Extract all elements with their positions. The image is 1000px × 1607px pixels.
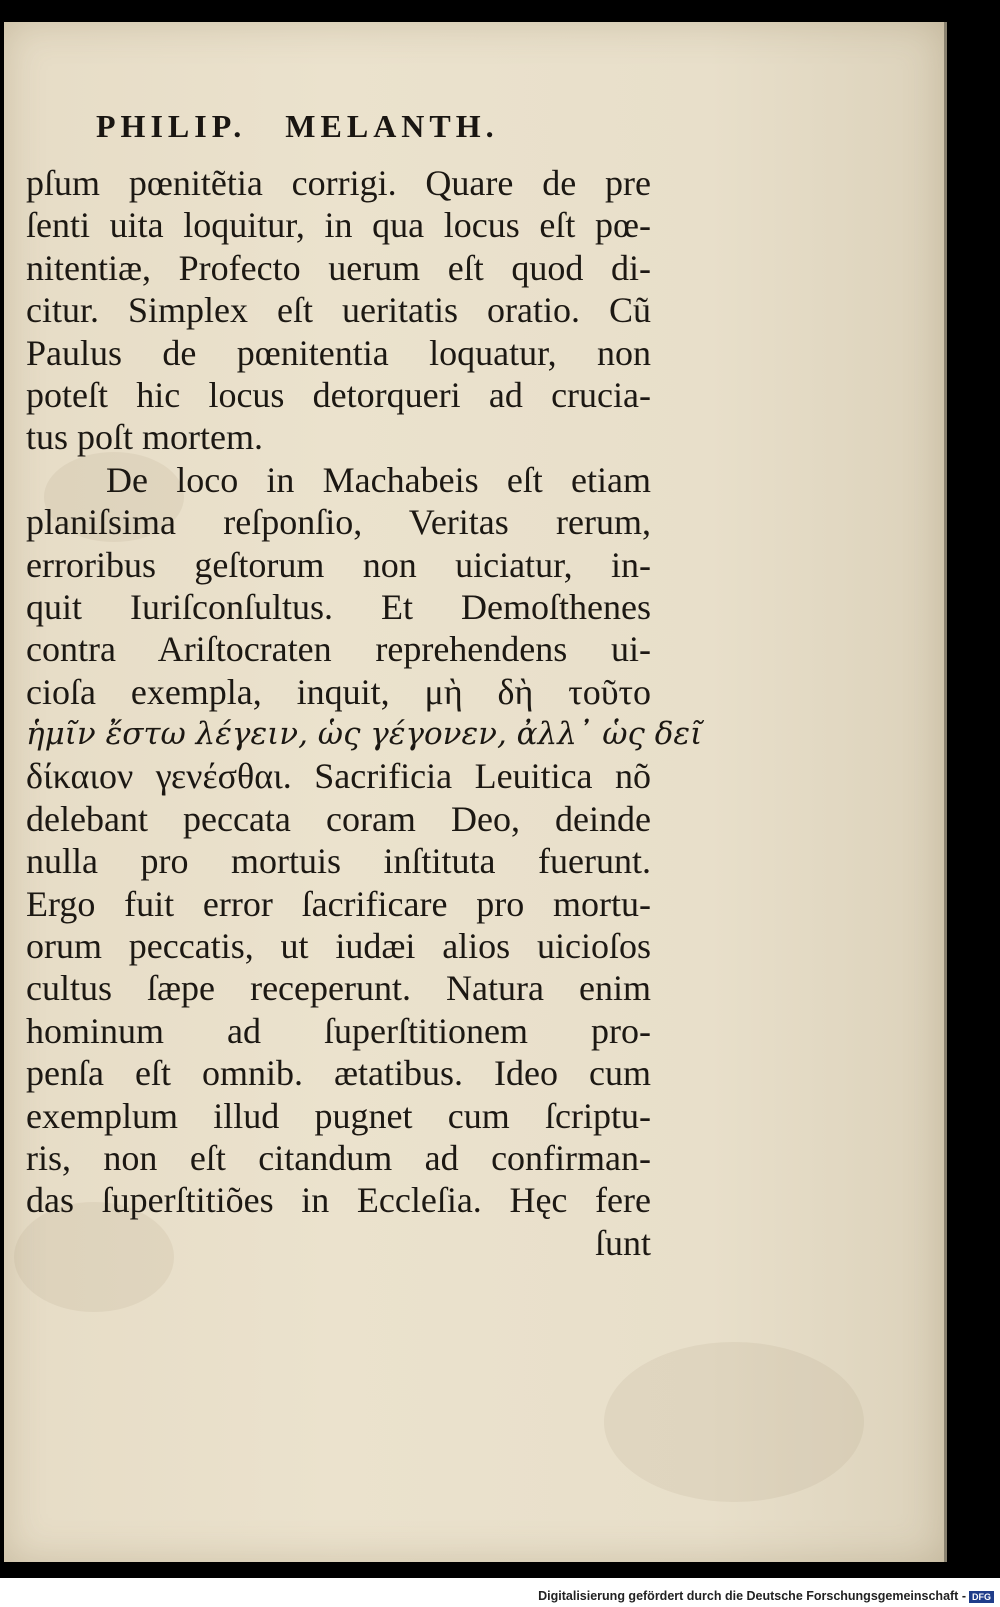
text-line: hominum ad ſuperſtitionem pro- bbox=[26, 1010, 651, 1051]
catchword: ſunt bbox=[594, 1222, 651, 1263]
running-head bbox=[96, 108, 499, 145]
text-line: poteſt hic locus detorqueri ad crucia- bbox=[26, 374, 651, 415]
text-line: penſa eſt omnib. ætatibus. Ideo cum bbox=[26, 1053, 651, 1094]
text-line: planiſsima reſponſio, Veritas rerum, bbox=[26, 502, 651, 543]
text-line: delebant peccata coram Deo, deinde bbox=[26, 798, 651, 839]
running-head-right: MELANTH. bbox=[285, 108, 499, 144]
paper-stain bbox=[604, 1342, 864, 1502]
greek-text-line: ἡμῖν ἔστω λέγειν, ὡς γέγονεν, ἀλλ᾽ ὡς δεῖ bbox=[26, 716, 703, 753]
body-text bbox=[26, 162, 703, 1264]
text-line: contra Ariſtocraten reprehendens ui- bbox=[26, 629, 651, 670]
text-line: δίκαιον γενέσθαι. Sacrificia Leuitica nõ bbox=[26, 756, 651, 797]
text-line: pſum pœnitẽtia corrigi. Quare de pre bbox=[26, 163, 651, 203]
text-line: nitentiæ, Profecto uerum eſt quod di- bbox=[26, 247, 651, 288]
text-line: cultus ſæpe receperunt. Natura enim bbox=[26, 968, 651, 1009]
text-line: citur. Simplex eſt ueritatis oratio. Cũ bbox=[26, 290, 651, 331]
text-line: ſenti uita loquitur, in qua locus eſt pœ- bbox=[26, 205, 651, 246]
credit-text: Digitalisierung gefördert durch die Deutsche Forschungsgemeinschaft - bbox=[538, 1589, 966, 1603]
text-line: ris, non eſt citandum ad confirman- bbox=[26, 1137, 651, 1178]
text-line: exemplum illud pugnet cum ſcriptu- bbox=[26, 1095, 651, 1136]
text-line: Ergo fuit error ſacrificare pro mortu- bbox=[26, 883, 651, 924]
dfg-logo-badge: DFG bbox=[969, 1591, 994, 1603]
text-line: erroribus geſtorum non uiciatur, in- bbox=[26, 544, 651, 585]
text-line: cioſa exempla, inquit, μὴ δὴ τοῦτο bbox=[26, 671, 651, 712]
running-head-left: PHILIP. bbox=[96, 108, 247, 144]
text-line: quit Iuriſconſultus. Et Demoſthenes bbox=[26, 586, 651, 627]
text-line: orum peccatis, ut iudæi alios uicioſos bbox=[26, 926, 651, 967]
digitization-credit bbox=[538, 1589, 994, 1603]
text-line: nulla pro mortuis inſtituta fuerunt. bbox=[26, 841, 651, 882]
paragraph-start-line: De loco in Machabeis eſt etiam bbox=[106, 459, 651, 500]
text-line: das ſuperſtitiões in Eccleſia. Hęc fere bbox=[26, 1180, 651, 1221]
text-line: tus poſt mortem. bbox=[26, 417, 263, 458]
text-line: Paulus de pœnitentia loquatur, non bbox=[26, 332, 651, 373]
